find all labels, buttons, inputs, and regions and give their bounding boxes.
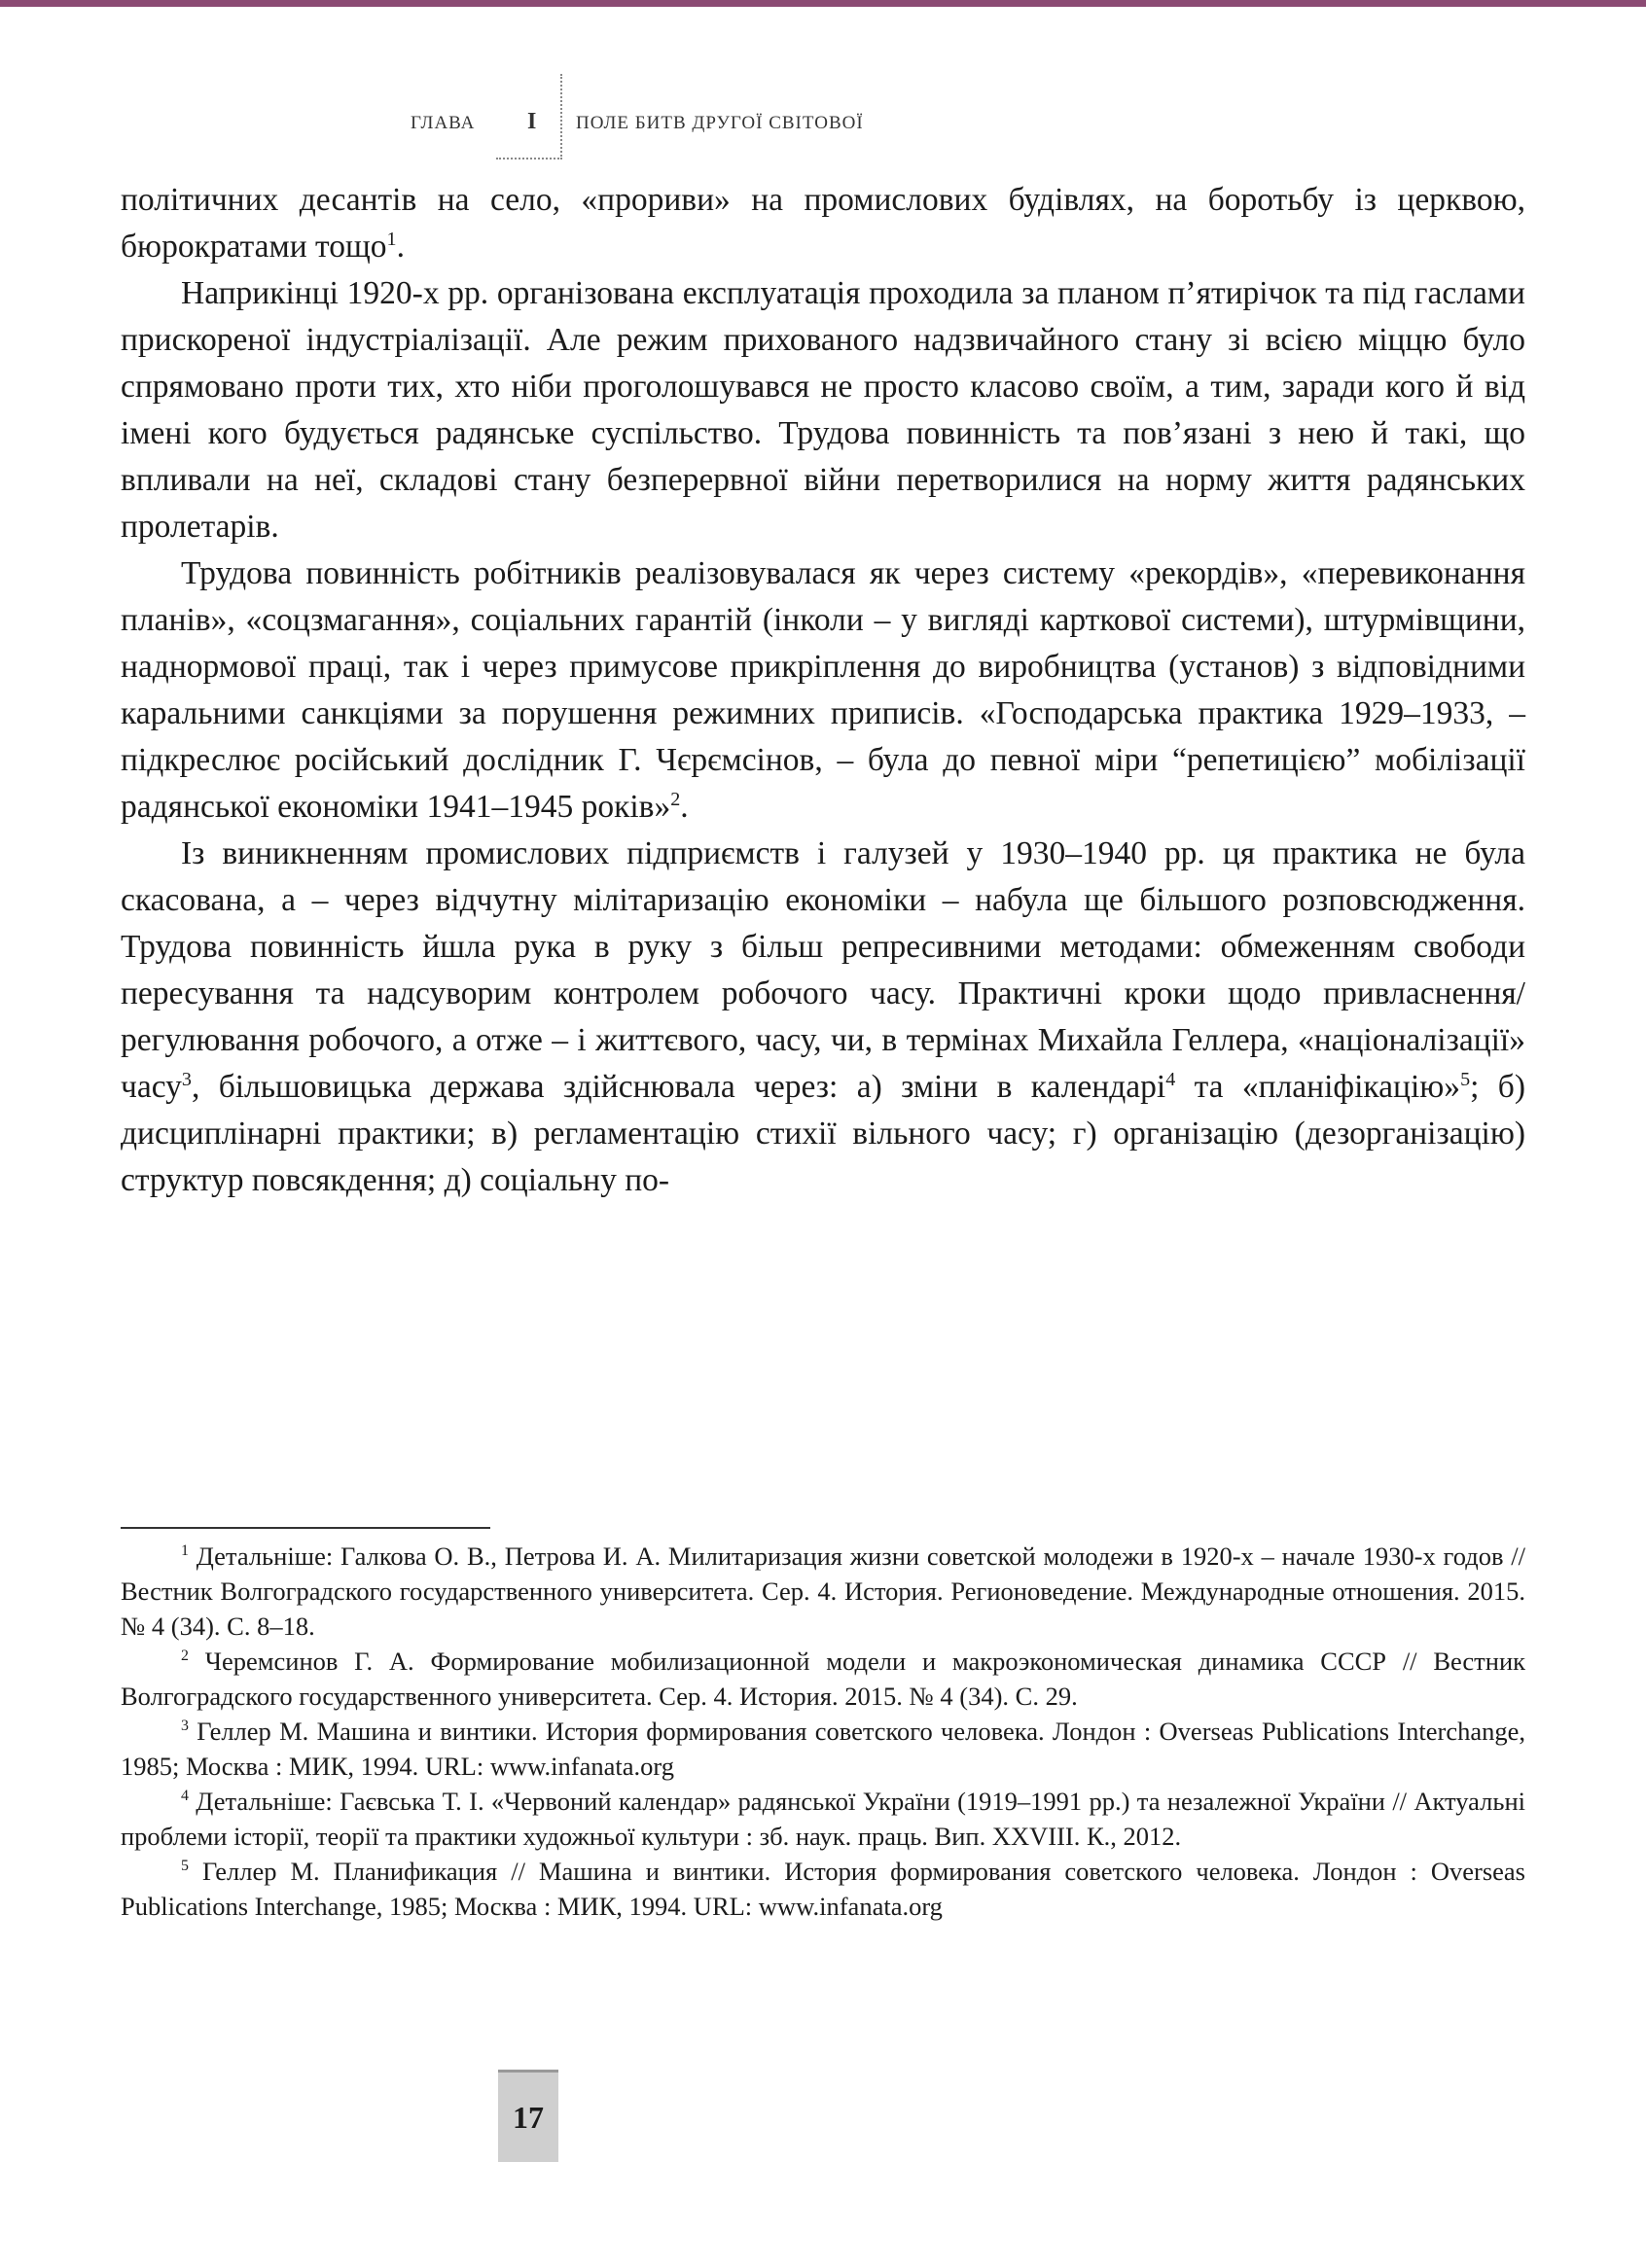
footnote-text: Геллер М. Планификация // Машина и винтики. История формирования советского человека. Лондон : Overseas Publications Interchange, 1985; Москва : МИК, 1994. URL: www.infanata.org [121, 1857, 1525, 1921]
paragraph-text: ; б) дисциплінарні практики; в) регламентацію стихії вільного часу; г) організацію (дезорганізацію) структур повсякдення; д) соціальну по- [121, 1069, 1525, 1198]
footnote [121, 1539, 1525, 1644]
paragraph-text: Трудова повинність робітників реалізовувалася як через систему «рекордів», «перевиконання планів», «соцзмагання», соціальних гарантій (інколи – у вигляді карткової системи), штурмівщини, наднормової праці, так і через примусове прикріплення до виробництва (установ) з відповідними каральними санкціями за порушення режимних приписів. «Господарська практика 1929–1933, – підкреслює російський дослідник Г. Чєрємсінов, – була до певної міри “репетицією” мобілізації радянської економіки 1941–1945 років» [121, 555, 1525, 825]
page-number-box [498, 2070, 558, 2162]
footnote-number: 3 [181, 1718, 189, 1735]
paragraph-text: Із виникненням промислових підприємств і галузей у 1930–1940 рр. ця практика не була скасована, а – через відчутну мілітаризацію економіки – набула ще більшого розповсюдження. Трудова повинність йшла рука в руку з більш репресивними методами: обмеженням свободи пересування та надсуворим контролем робочого часу. Практичні кроки щодо привласнення/регулювання робочого, а отже – і життєвого, часу, чи, в термінах Михайла Геллера, «націоналізації» часу [121, 835, 1525, 1105]
footnote [121, 1854, 1525, 1924]
footnote [121, 1714, 1525, 1784]
footnote-number: 5 [181, 1858, 189, 1875]
footnote-ref: 5 [1460, 1068, 1471, 1090]
footnote-text: Геллер М. Машина и винтики. История формирования советского человека. Лондон : Overseas Publications Interchange, 1985; Москва : МИК, 1994. URL: www.infanata.org [121, 1717, 1526, 1781]
footnote-number: 2 [181, 1648, 189, 1665]
chapter-number: I [527, 109, 538, 134]
paragraph-tail: . [680, 789, 689, 825]
footnote-ref: 3 [181, 1068, 192, 1090]
paragraph-text: Наприкінці 1920-х рр. організована експлуатація проходила за планом п’ятирічок та під гаслами прискореної індустріалізації. Але режим прихованого надзвичайного стану зі всією міццю було спрямовано проти тих, хто ніби проголошувався не просто класово своїм, а тим, заради кого й від імені кого будується радянське суспільство. Трудова повинність та пов’язані з нею й такі, що впливали на неї, складові стану безперервної війни перетворилися на норму життя радянських пролетарів. [121, 275, 1525, 545]
footnote-number: 4 [181, 1788, 189, 1805]
footnote-divider [121, 1527, 490, 1529]
footnote-ref: 2 [670, 788, 681, 810]
footnote-ref: 4 [1165, 1068, 1176, 1090]
footnote [121, 1644, 1525, 1714]
footnote-text: Детальніше: Галкова О. В., Петрова И. А. Милитаризация жизни советской молодежи в 1920-х – начале 1930-х годов // Вестник Волгоградского государственного университета. Сер. 4. История. Регионоведение. Международные отношения. 2015. № 4 (34). С. 8–18. [121, 1542, 1526, 1641]
paragraph [121, 550, 1525, 831]
running-head [0, 109, 1646, 138]
chapter-label: ГЛАВА [411, 113, 476, 133]
chapter-title: ПОЛЕ БИТВ ДРУГОЇ СВІТОВОЇ [576, 113, 864, 133]
paragraph [121, 270, 1525, 550]
top-color-bar [0, 0, 1646, 7]
footnotes [121, 1539, 1525, 1924]
body-text [121, 177, 1525, 1204]
footnote [121, 1784, 1525, 1854]
paragraph-text: , більшовицька держава здійснювала через: а) зміни в календарі [191, 1069, 1166, 1105]
footnote-text: Детальніше: Гаєвська Т. І. «Червоний календар» радянської України (1919–1991 рр.) та незалежної України // Актуальні проблеми історії, теорії та практики художньої культури : зб. наук. праць. Вип. XXVIII. К., 2012. [121, 1787, 1526, 1851]
footnote-ref: 1 [386, 228, 397, 250]
footnote-number: 1 [181, 1542, 189, 1560]
paragraph-tail: . [396, 229, 405, 265]
footnote-text: Черемсинов Г. А. Формирование мобилизационной модели и макроэкономическая динамика СССР // Вестник Волгоградского государственного университета. Сер. 4. История. 2015. № 4 (34). С. 29. [121, 1647, 1526, 1711]
paragraph [121, 831, 1525, 1204]
page-number: 17 [513, 2100, 544, 2135]
paragraph-text: та «планіфікацію» [1175, 1069, 1461, 1105]
paragraph-text: політичних десантів на село, «прориви» на промислових будівлях, на боротьбу із церквою, бюрократами тощо [121, 182, 1525, 265]
paragraph-continuation [121, 177, 1525, 270]
